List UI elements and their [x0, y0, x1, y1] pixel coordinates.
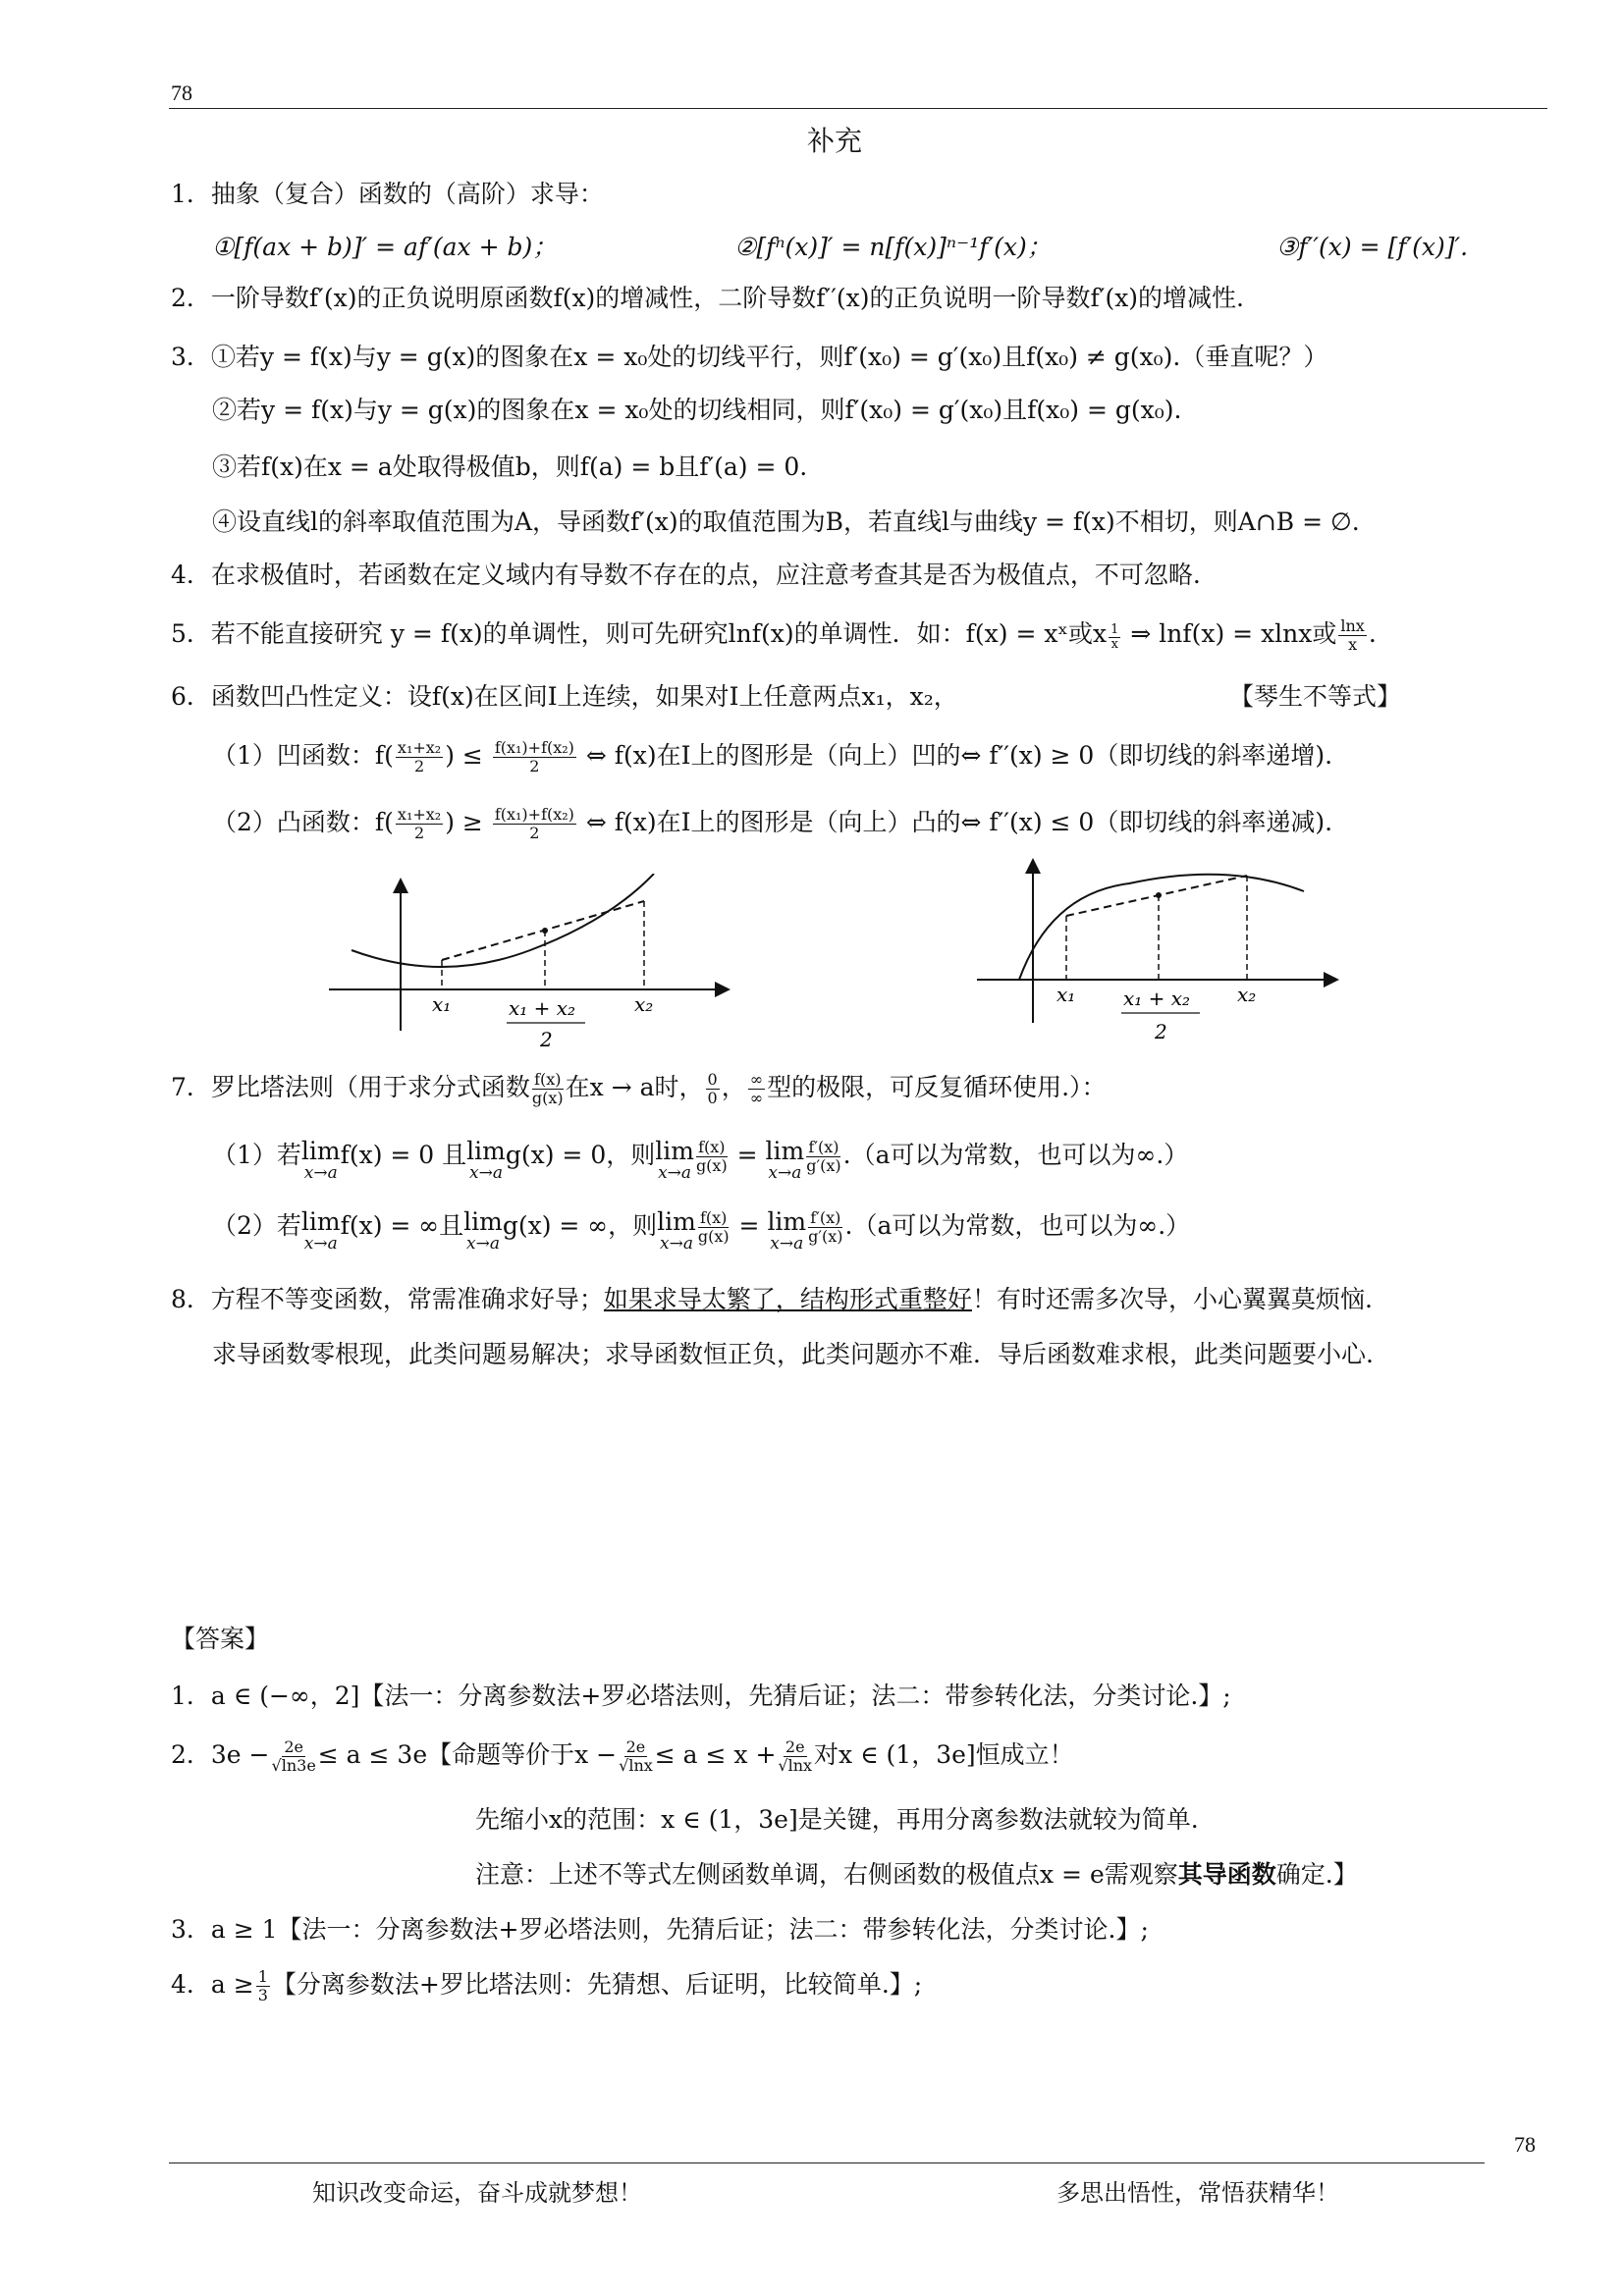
answer-4: 4．a ≥ $\frac{1}{3}$ 【分离参数法+罗比塔法则：先猜想、后证明，比较简单.】; [171, 1967, 923, 2004]
item-7: 7．罗比塔法则（用于求分式函数 $\frac{f(x)}{g(x)}$ 在x → a时， $\frac{0}{0}$ ， $\frac{\infty}{\infty}$ 型的极限，可反复循环使用.）： [171, 1070, 1107, 1107]
footer-left-motto: 知识改变命运，奋斗成就梦想！ [312, 2179, 642, 2207]
answer-2-line-2: 先缩小x的范围：x ∈ (1，3e]是关键，再用分离参数法就较为简单. [475, 1805, 1199, 1834]
footer-right-motto: 多思出悟性，常悟获精华！ [1056, 2179, 1339, 2207]
item-5-text-b: ⇒ lnf(x) = xlnx或 [1130, 619, 1337, 648]
item-2: 2．一阶导数f′(x)的正负说明原函数f(x)的增减性，二阶导数f′′(x)的正负说明一阶导数f′(x)的增减性. [171, 284, 1244, 312]
concave-label-mid-d: 2 [540, 1028, 553, 1050]
answer-3: 3．a ≥ 1【法一：分离参数法+罗必塔法则，先猜后证；法二：带参转化法，分类讨论.】; [171, 1915, 1149, 1944]
item-7-frac-inf: $\frac{\infty}{\infty}$ [749, 1070, 764, 1107]
answer-2: 2．3e − $\frac{2e}{√\ln 3e}$ ≤ a ≤ 3e【命题等价于x − $\frac{2e}{√\ln x}$ ≤ a ≤ x + $\frac{2e}{√\ln x}$ 对x ∈ (1，3e]恒成立！ [171, 1737, 1074, 1775]
item-3-1: 3．①若y = f(x)与y = g(x)的图象在x = x₀处的切线平行，则f′(x₀) = g′(x₀)且f(x₀) ≠ g(x₀).（垂直呢？） [171, 343, 1328, 371]
jensen-inequality-tag: 【琴生不等式】 [1229, 682, 1402, 711]
concave-label-mid-n: x₁ + x₂ [509, 996, 576, 1020]
convex-curve [1019, 875, 1304, 980]
convex-frac-avg: $\frac{\text{f(x₁)+f(x₂)}}{2}$ [494, 805, 574, 842]
item-6: 6．函数凹凸性定义：设f(x)在区间I上连续，如果对I上任意两点x₁，x₂， [171, 682, 958, 711]
item-1-formula-a: ①[f(ax + b)]′ = af′(ax + b)； [212, 233, 558, 261]
answers-heading: 【答案】 [171, 1625, 270, 1653]
convex-graph [972, 854, 1345, 1050]
item-8-line-1: 8．方程不等变函数，常需准确求好导；如果求导太繁了，结构形式重整好！有时还需多次导，小心翼翼莫烦恼. [171, 1285, 1373, 1313]
answer-1: 1．a ∈ (−∞，2]【法一：分离参数法+罗必塔法则，先猜后证；法二：带参转化法，分类讨论.】; [171, 1682, 1231, 1710]
convex-label-x2: x₂ [1237, 983, 1257, 1006]
concave-curve [352, 874, 654, 967]
item-6-concave: （1）凹函数：f( $\frac{\text{x₁+x₂}}{2}$ ) ≤ $\frac{\text{f(x₁)+f(x₂)}}{2}$ ⇔ f(x)在I上的图形是（向上）凹的⇔ f′′(x) ≥ 0（即切线的斜率递增). [212, 738, 1333, 775]
concave-mid-point [542, 928, 548, 934]
convex-label-mid-d: 2 [1155, 1020, 1167, 1043]
item-1-formula-b: ②[fⁿ(x)]′ = n[f(x)]ⁿ⁻¹f′(x)； [734, 233, 1052, 261]
concave-frac-avg: $\frac{\text{f(x₁)+f(x₂)}}{2}$ [494, 738, 574, 775]
item-4: 4．在求极值时，若函数在定义域内有导数不存在的点，应注意考查其是否为极值点，不可忽略. [171, 561, 1201, 589]
item-5-fraction: $\frac{\ln x}{x}$ [1340, 616, 1365, 654]
convex-mid-point [1156, 892, 1162, 898]
item-7-frac-zero: $\frac{0}{0}$ [707, 1070, 718, 1107]
header-page-number: 78 [171, 80, 192, 105]
item-5-text-a: 5．若不能直接研究 y = f(x)的单调性，则可先研究lnf(x)的单调性．如：f(x) = xˣ或x [171, 619, 1108, 648]
item-5-exponent: $\frac{1}{x}$ [1110, 621, 1119, 652]
item-8-underlined: 如果求导太繁了，结构形式重整好 [603, 1285, 972, 1313]
item-8-line-2: 求导函数零根现，此类问题易解决；求导函数恒正负，此类问题亦不难．导后函数难求根，此类问题要小心. [212, 1340, 1374, 1368]
item-3-3: ③若f(x)在x = a处取得极值b，则f(a) = b且f′(a) = 0. [212, 453, 808, 481]
footer-page-number: 78 [1514, 2132, 1536, 2157]
item-6-convex: （2）凸函数：f( $\frac{\text{x₁+x₂}}{2}$ ) ≥ $\frac{\text{f(x₁)+f(x₂)}}{2}$ ⇔ f(x)在I上的图形是（向上）凸的⇔ f′′(x) ≤ 0（即切线的斜率递减). [212, 805, 1333, 842]
answer-2-line-3: 注意：上述不等式左侧函数单调，右侧函数的极值点x = e需观察其导函数确定.】 [475, 1860, 1358, 1889]
item-1: 1．抽象（复合）函数的（高阶）求导： [171, 180, 604, 208]
convex-frac-mid: $\frac{\text{x₁+x₂}}{2}$ [397, 805, 442, 842]
item-5: 5．若不能直接研究 y = f(x)的单调性，则可先研究lnf(x)的单调性．如：f(x) = xˣ或x $\frac{1}{x}$ ⇒ lnf(x) = xlnx或 $\frac{\ln x}{x}$ . [171, 616, 1377, 654]
convex-label-x1: x₁ [1056, 983, 1076, 1006]
concave-label-x1: x₁ [432, 992, 452, 1016]
concave-label-x2: x₂ [634, 992, 654, 1016]
item-3-4: ④设直线l的斜率取值范围为A，导函数f′(x)的取值范围为B，若直线l与曲线y = f(x)不相切，则A∩B = ∅. [212, 507, 1360, 536]
page-title: 补充 [807, 125, 863, 157]
item-7-case-2: （2）若 lim x→a f(x) = ∞且 lim x→a g(x) = ∞，则 lim x→a $\frac{f(x)}{g(x)}$ = lim x→a $\frac{f'(x)}{g'(x)}$ .（a可以为常数，也可以为∞.） [212, 1207, 1191, 1254]
convex-label-mid-n: x₁ + x₂ [1123, 987, 1191, 1010]
concave-graph [324, 874, 736, 1050]
item-3-2: ②若y = f(x)与y = g(x)的图象在x = x₀处的切线相同，则f′(x₀) = g′(x₀)且f(x₀) = g(x₀). [212, 396, 1182, 424]
item-7-frac-fg: $\frac{f(x)}{g(x)}$ [531, 1070, 564, 1107]
header-rule [169, 108, 1547, 109]
concave-frac-mid: $\frac{\text{x₁+x₂}}{2}$ [397, 738, 442, 775]
item-1-formula-c: ③f′′(x) = [f′(x)]′. [1276, 233, 1469, 261]
item-7-case-1: （1）若 lim x→a f(x) = 0 且 lim x→a g(x) = 0，则 lim x→a $\frac{f(x)}{g(x)}$ = lim x→a $\frac{f'(x)}{g'(x)}$ .（a可以为常数，也可以为∞.） [212, 1137, 1189, 1183]
